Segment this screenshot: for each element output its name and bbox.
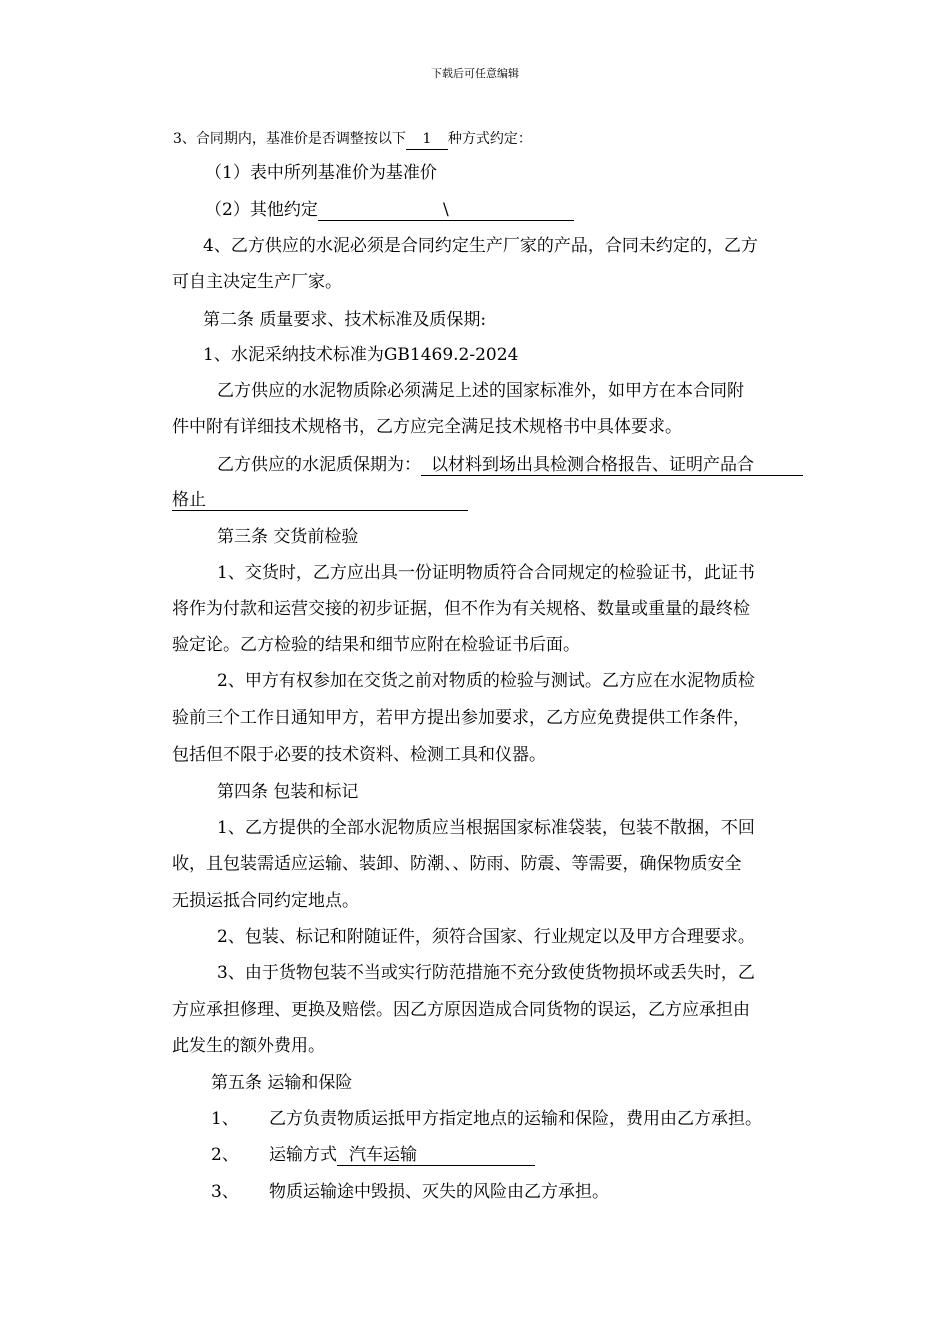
item-number: 2、 [211,1145,239,1165]
page-header: 下载后可任意编辑 [431,67,519,80]
article-4-p1-line-3: 无损运抵合同约定地点。 [172,891,359,911]
article-4-title: 第四条 包装和标记 [217,782,359,802]
option-1: （1）表中所列基准价为基准价 [205,163,437,183]
article-2-para-line-1: 乙方供应的水泥物质除必须满足上述的国家标准外，如甲方在本合同附 [217,381,744,401]
article-3-p1-line-1: 1、交货时，乙方应出具一份证明物质符合合同规定的检验证书，此证书 [217,563,755,583]
warranty-value-line-1: 以材料到场出具检测合格报告、证明产品合 [421,455,803,476]
article-3-p2-line-2: 验前三个工作日通知甲方，若甲方提出参加要求，乙方应免费提供工作条件， [172,708,750,728]
article-4-p3-line-2: 方应承担修理、更换及赔偿。因乙方原因造成合同货物的误运，乙方应承担由 [172,1000,750,1020]
clause-4-line-2: 可自主决定生产厂家。 [172,272,342,292]
option-2-value: \ [318,200,574,221]
article-3-p2-line-1: 2、甲方有权参加在交货之前对物质的检验与测试。乙方应在水泥物质检 [217,671,755,691]
article-2-item-1: 1、水泥采纳技术标准为GB1469.2-2024 [203,345,519,365]
clause-3-suffix: 种方式约定： [447,131,532,147]
article-2-warranty [217,454,803,476]
clause-4-line-1: 4、乙方供应的水泥必须是合同约定生产厂家的产品，合同未约定的，乙方 [203,236,758,256]
article-2-para-line-2: 件中附有详细技术规格书，乙方应完全满足技术规格书中具体要求。 [172,417,682,437]
clause-3-value: 1 [406,129,448,150]
article-4-p3-line-1: 3、由于货物包装不当或实行防范措施不充分致使货物损坏或丢失时，乙 [217,963,755,983]
article-3-p2-line-3: 包括但不限于必要的技术资料、检测工具和仪器。 [172,745,546,765]
article-5-title: 第五条 运输和保险 [211,1073,353,1093]
article-4-p3-line-3: 此发生的额外费用。 [172,1036,325,1056]
warranty-label: 乙方供应的水泥质保期为： [217,455,421,475]
article-4-p1-line-2: 收，且包装需适应运输、装卸、防潮、、防雨、防震、等需要，确保物质安全 [172,854,742,874]
item-text: 物质运输途中毁损、灭失的风险由乙方承担。 [269,1182,609,1202]
article-3-p1-line-2: 将作为付款和运营交接的初步证据，但不作为有关规格、数量或重量的最终检 [172,599,750,619]
item-number: 1、 [211,1109,239,1129]
item-number: 3、 [211,1182,239,1202]
article-5-item-1 [211,1108,762,1130]
article-2-warranty-line-2 [172,489,468,511]
article-5-item-3 [211,1181,609,1203]
clause-3-prefix: 3、合同期内，基准价是否调整按以下 [173,131,406,147]
option-2-label: （2）其他约定 [205,200,318,220]
transport-method-label: 运输方式 [269,1145,337,1165]
clause-3 [173,128,532,150]
article-2-title: 第二条 质量要求、技术标准及质保期: [203,310,487,330]
transport-method-value: 汽车运输 [337,1145,535,1166]
article-5-item-2 [211,1144,535,1166]
article-4-p2: 2、包装、标记和附随证件，须符合国家、行业规定以及甲方合理要求。 [217,927,755,947]
warranty-value-line-2: 格止 [172,490,468,511]
article-3-title: 第三条 交货前检验 [217,527,359,547]
item-text: 乙方负责物质运抵甲方指定地点的运输和保险，费用由乙方承担。 [269,1109,762,1129]
article-4-p1-line-1: 1、乙方提供的全部水泥物质应当根据国家标准袋装，包装不散捆，不回 [217,818,755,838]
option-2 [205,199,574,221]
article-3-p1-line-3: 验定论。乙方检验的结果和细节应附在检验证书后面。 [172,635,580,655]
